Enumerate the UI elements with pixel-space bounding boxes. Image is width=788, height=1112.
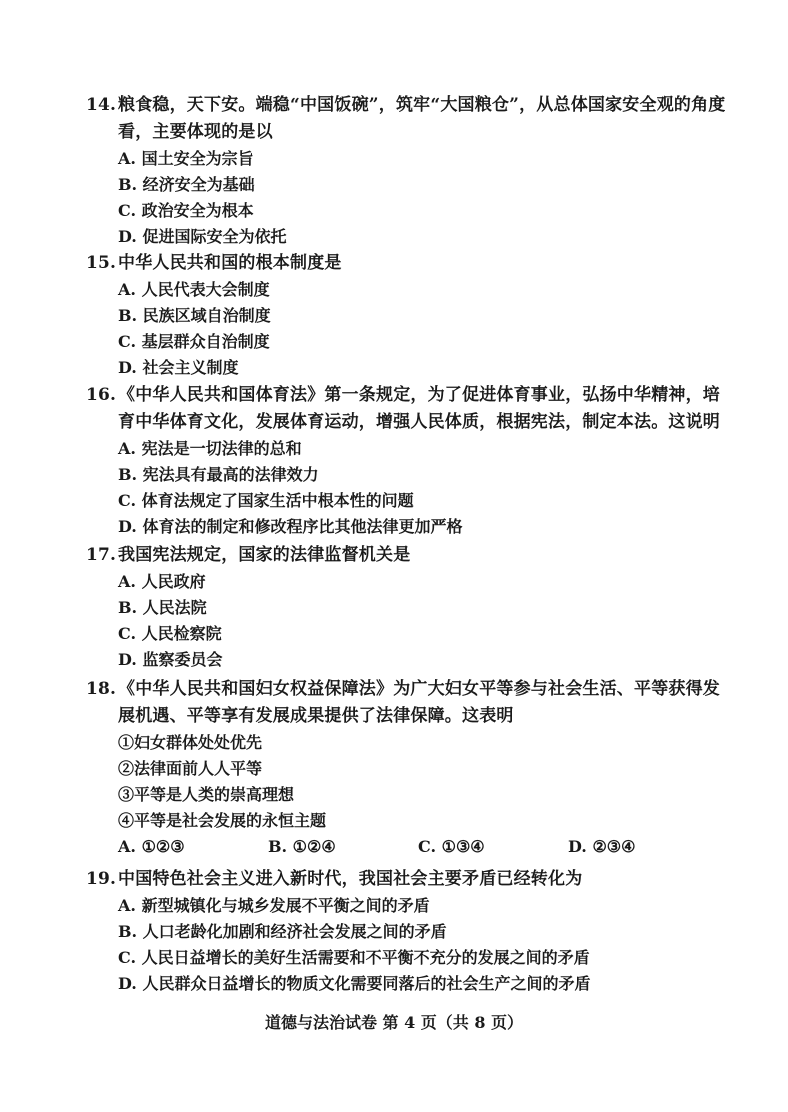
option-b <box>86 462 726 488</box>
option-letter: C. <box>118 948 137 967</box>
option-letter: D. <box>118 358 137 377</box>
question-number: 14. <box>86 95 117 115</box>
option-text: ①②④ <box>292 837 336 856</box>
option-text: ①②③ <box>141 837 185 856</box>
question-stem <box>86 866 726 893</box>
question-stem <box>86 542 726 569</box>
option-letter: C. <box>118 491 137 510</box>
option-text: 政治安全为根本 <box>141 201 254 220</box>
option-text: 人民日益增长的美好生活需要和不平衡不充分的发展之间的矛盾 <box>141 948 590 967</box>
choice-row <box>86 834 726 860</box>
option-a <box>86 893 726 919</box>
option-c <box>86 198 726 224</box>
option-d <box>86 514 726 540</box>
option-letter: A. <box>118 837 136 856</box>
option-letter: A. <box>118 572 136 591</box>
question-18 <box>86 676 726 860</box>
option-letter: D. <box>568 837 587 856</box>
option-text: 人民法院 <box>142 598 207 617</box>
option-letter: B. <box>268 837 288 856</box>
option-letter: A. <box>118 896 136 915</box>
option-text: 人民检察院 <box>141 624 222 643</box>
option-b <box>86 919 726 945</box>
option-c <box>86 945 726 971</box>
option-d <box>568 834 718 860</box>
question-number: 15. <box>86 253 117 273</box>
option-letter: C. <box>118 624 137 643</box>
option-letter: C. <box>118 332 137 351</box>
option-text: 国土安全为宗旨 <box>141 149 254 168</box>
option-letter: B. <box>118 306 138 325</box>
option-c <box>86 329 726 355</box>
question-16 <box>86 382 726 540</box>
option-letter: B. <box>118 175 138 194</box>
option-letter: A. <box>118 439 136 458</box>
question-19 <box>86 866 726 997</box>
option-letter: A. <box>118 149 136 168</box>
page-footer: 道德与法治试卷 第 4 页（共 8 页） <box>264 1013 524 1032</box>
question-text: 中华人民共和国的根本制度是 <box>118 253 342 273</box>
option-text: 人民政府 <box>141 572 206 591</box>
option-letter: D. <box>118 650 137 669</box>
option-d <box>86 647 726 673</box>
option-b <box>86 172 726 198</box>
option-text: ①③④ <box>441 837 485 856</box>
question-text: 《中华人民共和国妇女权益保障法》为广大妇女平等参与社会生活、平等获得发展机遇、平等享有发展成果提供了法律保障。这表明 <box>118 679 720 726</box>
option-text: 人口老龄化加剧和经济社会发展之间的矛盾 <box>142 922 447 941</box>
option-text: 人民群众日益增长的物质文化需要同落后的社会生产之间的矛盾 <box>142 974 591 993</box>
option-d <box>86 224 726 250</box>
question-stem <box>86 382 726 436</box>
option-text: 民族区域自治制度 <box>142 306 271 325</box>
question-15 <box>86 250 726 381</box>
option-a <box>86 146 726 172</box>
option-b <box>86 303 726 329</box>
option-letter: C. <box>118 201 137 220</box>
question-text: 粮食稳，天下安。端稳“中国饭碗”，筑牢“大国粮仓”，从总体国家安全观的角度看，主要体现的是以 <box>118 95 726 142</box>
option-letter: C. <box>418 837 437 856</box>
question-text: 《中华人民共和国体育法》第一条规定，为了促进体育事业，弘扬中华精神，培育中华体育文化，发展体育运动，增强人民体质，根据宪法，制定本法。这说明 <box>118 385 720 432</box>
option-a <box>86 436 726 462</box>
option-text: 宪法具有最高的法律效力 <box>142 465 319 484</box>
option-d <box>86 971 726 997</box>
statement-1: ①妇女群体处处优先 <box>118 733 263 752</box>
option-text: 社会主义制度 <box>142 358 239 377</box>
option-text: 体育法的制定和修改程序比其他法律更加严格 <box>142 517 463 536</box>
option-a <box>118 834 268 860</box>
option-letter: B. <box>118 598 138 617</box>
question-14 <box>86 92 726 250</box>
question-stem <box>86 92 726 146</box>
question-number: 17. <box>86 545 117 565</box>
question-text: 我国宪法规定，国家的法律监督机关是 <box>118 545 411 565</box>
option-text: 基层群众自治制度 <box>141 332 270 351</box>
option-a <box>86 277 726 303</box>
question-stem <box>86 250 726 277</box>
option-letter: D. <box>118 227 137 246</box>
option-text: 经济安全为基础 <box>142 175 255 194</box>
statement-4: ④平等是社会发展的永恒主题 <box>118 811 327 830</box>
option-text: ②③④ <box>592 837 636 856</box>
option-letter: D. <box>118 974 137 993</box>
question-number: 16. <box>86 385 117 405</box>
option-c <box>86 488 726 514</box>
statement-3: ③平等是人类的崇高理想 <box>118 785 295 804</box>
option-letter: B. <box>118 922 138 941</box>
option-c <box>86 621 726 647</box>
option-text: 新型城镇化与城乡发展不平衡之间的矛盾 <box>141 896 430 915</box>
option-letter: B. <box>118 465 138 484</box>
option-letter: A. <box>118 280 136 299</box>
option-letter: D. <box>118 517 137 536</box>
option-text: 监察委员会 <box>142 650 223 669</box>
option-text: 人民代表大会制度 <box>141 280 270 299</box>
option-a <box>86 569 726 595</box>
option-b <box>86 595 726 621</box>
question-stem <box>86 676 726 730</box>
option-text: 宪法是一切法律的总和 <box>141 439 302 458</box>
question-number: 18. <box>86 679 117 699</box>
option-text: 体育法规定了国家生活中根本性的问题 <box>141 491 414 510</box>
statement-2: ②法律面前人人平等 <box>118 759 263 778</box>
question-17 <box>86 542 726 673</box>
option-d <box>86 355 726 381</box>
option-c <box>418 834 568 860</box>
question-number: 19. <box>86 869 117 889</box>
option-text: 促进国际安全为依托 <box>142 227 287 246</box>
question-text: 中国特色社会主义进入新时代，我国社会主要矛盾已经转化为 <box>118 869 583 889</box>
option-b <box>268 834 418 860</box>
